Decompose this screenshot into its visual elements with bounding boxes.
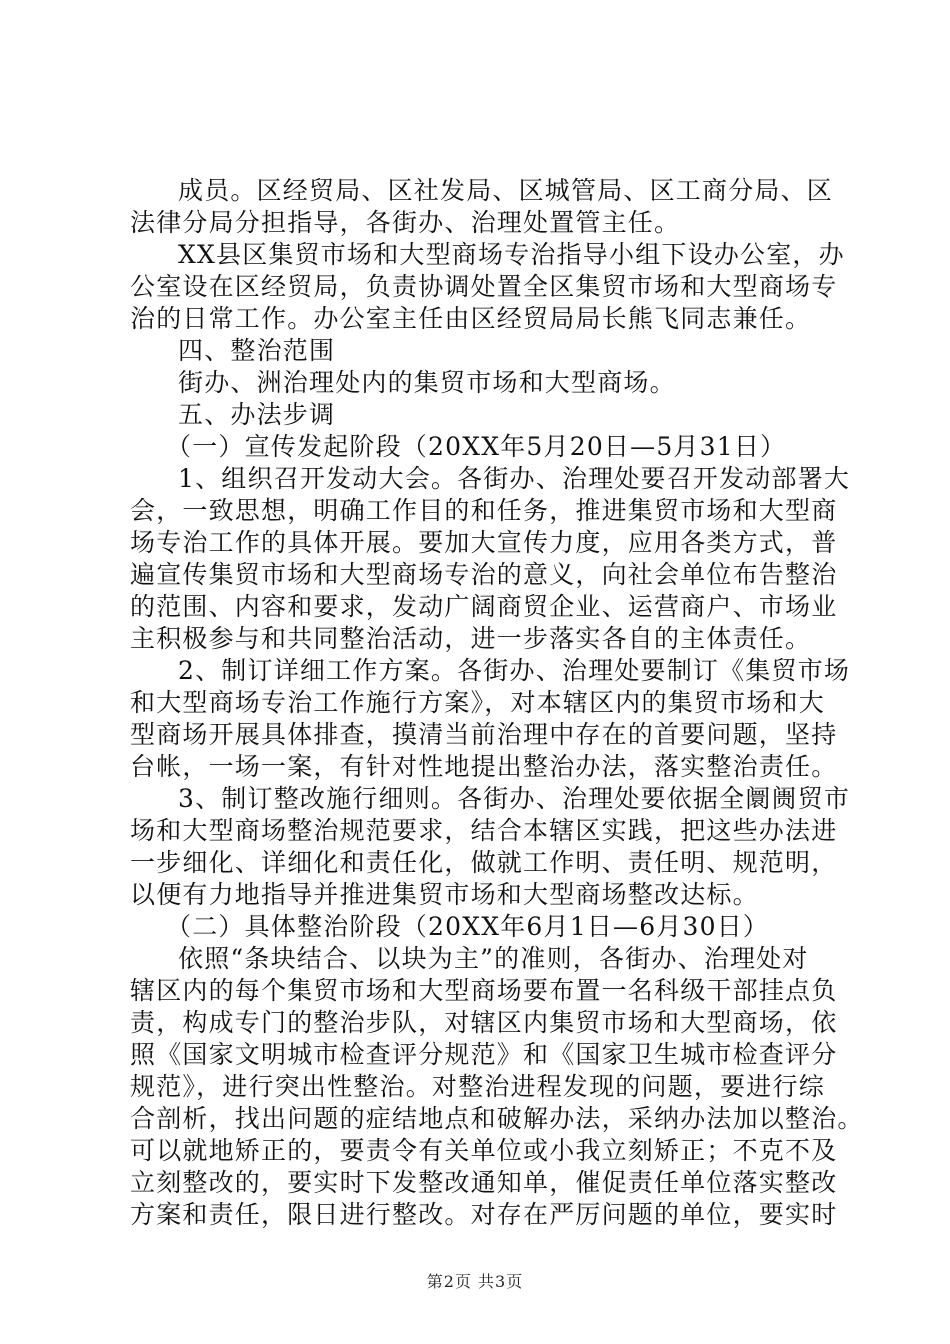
text-line-3: XX县区集贸市场和大型商场专治指导小组下设办公室，办 (178, 240, 845, 269)
text-line-25: 依照“条块结合、以块为主”的准则，各街办、治理处对 (178, 944, 809, 973)
text-line-29: 规范》，进行突出性整治。对整治进程发现的问题，要进行综 (130, 1072, 825, 1101)
text-line-10: 1、组织召开发动大会。各街办、治理处要召开发动部署大 (178, 464, 851, 493)
text-line-22: 一步细化、详细化和责任化，做就工作明、责任明、规范明， (130, 848, 838, 877)
page-footer: 第2页 共3页 (426, 1272, 524, 1291)
text-line-19: 台帐，一场一案，有针对性地提出整治办法，落实整治责任。 (130, 752, 838, 781)
text-line-12: 场专治工作的具体开展。要加大宣传力度，应用各类方式，普 (130, 528, 838, 557)
text-line-16: 2、制订详细工作方案。各街办、治理处要制订《集贸市场 (178, 656, 851, 685)
text-line-1: 成员。区经贸局、区社发局、区城管局、区工商分局、区 (178, 176, 834, 205)
subsection-heading-1: （一）宣传发起阶段（20XX年5月20日—5月31日） (166, 432, 787, 461)
text-line-17: 和大型商场专治工作施行方案》，对本辖区内的集贸市场和大 (130, 688, 825, 717)
text-line-20: 3、制订整改施行细则。各街办、治理处要依据全阛阓贸市 (178, 784, 851, 813)
text-line-28: 照《国家文明城市检查评分规范》和《国家卫生城市检查评分 (130, 1040, 838, 1069)
text-line-27: 责，构成专门的整治步队，对辖区内集贸市场和大型商场，依 (130, 1008, 838, 1037)
text-line-30: 合剖析，找出问题的症结地点和破解办法，采纳办法加以整治。 (130, 1104, 864, 1133)
text-line-33: 方案和责任，限日进行整改。对存在严厉问题的单位，要实时 (130, 1200, 838, 1229)
text-line-2: 法律分局分担指导，各街办、治理处置管主任。 (130, 208, 681, 237)
text-line-5: 治的日常工作。办公室主任由区经贸局局长熊飞同志兼任。 (130, 304, 812, 333)
text-line-7: 街办、洲治理处内的集贸市场和大型商场。 (178, 368, 676, 397)
text-line-31: 可以就地矫正的，要责令有关单位或小我立刻矫正；不克不及 (130, 1136, 838, 1165)
section-heading-5: 五、办法步调 (178, 400, 336, 429)
text-line-13: 遍宣传集贸市场和大型商场专治的意义，向社会单位布告整治 (130, 560, 838, 589)
text-line-11: 会，一致思想，明确工作目的和任务，推进集贸市场和大型商 (130, 496, 838, 525)
section-heading-4: 四、整治范围 (178, 336, 336, 365)
text-line-4: 公室设在区经贸局，负责协调处置全区集贸市场和大型商场专 (130, 272, 838, 301)
text-line-23: 以便有力地指导并推进集贸市场和大型商场整改达标。 (130, 880, 759, 909)
text-line-21: 场和大型商场整治规范要求，结合本辖区实践，把这些办法进 (130, 816, 838, 845)
text-line-26: 辖区内的每个集贸市场和大型商场要布置一名科级干部挂点负 (130, 976, 838, 1005)
subsection-heading-2: （二）具体整治阶段（20XX年6月1日—6月30日） (166, 912, 770, 941)
text-line-15: 主积极参与和共同整治活动，进一步落实各自的主体责任。 (130, 624, 812, 653)
text-line-32: 立刻整改的，要实时下发整改通知单，催促责任单位落实整改 (130, 1168, 838, 1197)
text-line-14: 的范围、内容和要求，发动广阔商贸企业、运营商户、市场业 (130, 592, 838, 621)
text-line-18: 型商场开展具体排查，摸清当前治理中存在的首要问题，坚持 (130, 720, 838, 749)
